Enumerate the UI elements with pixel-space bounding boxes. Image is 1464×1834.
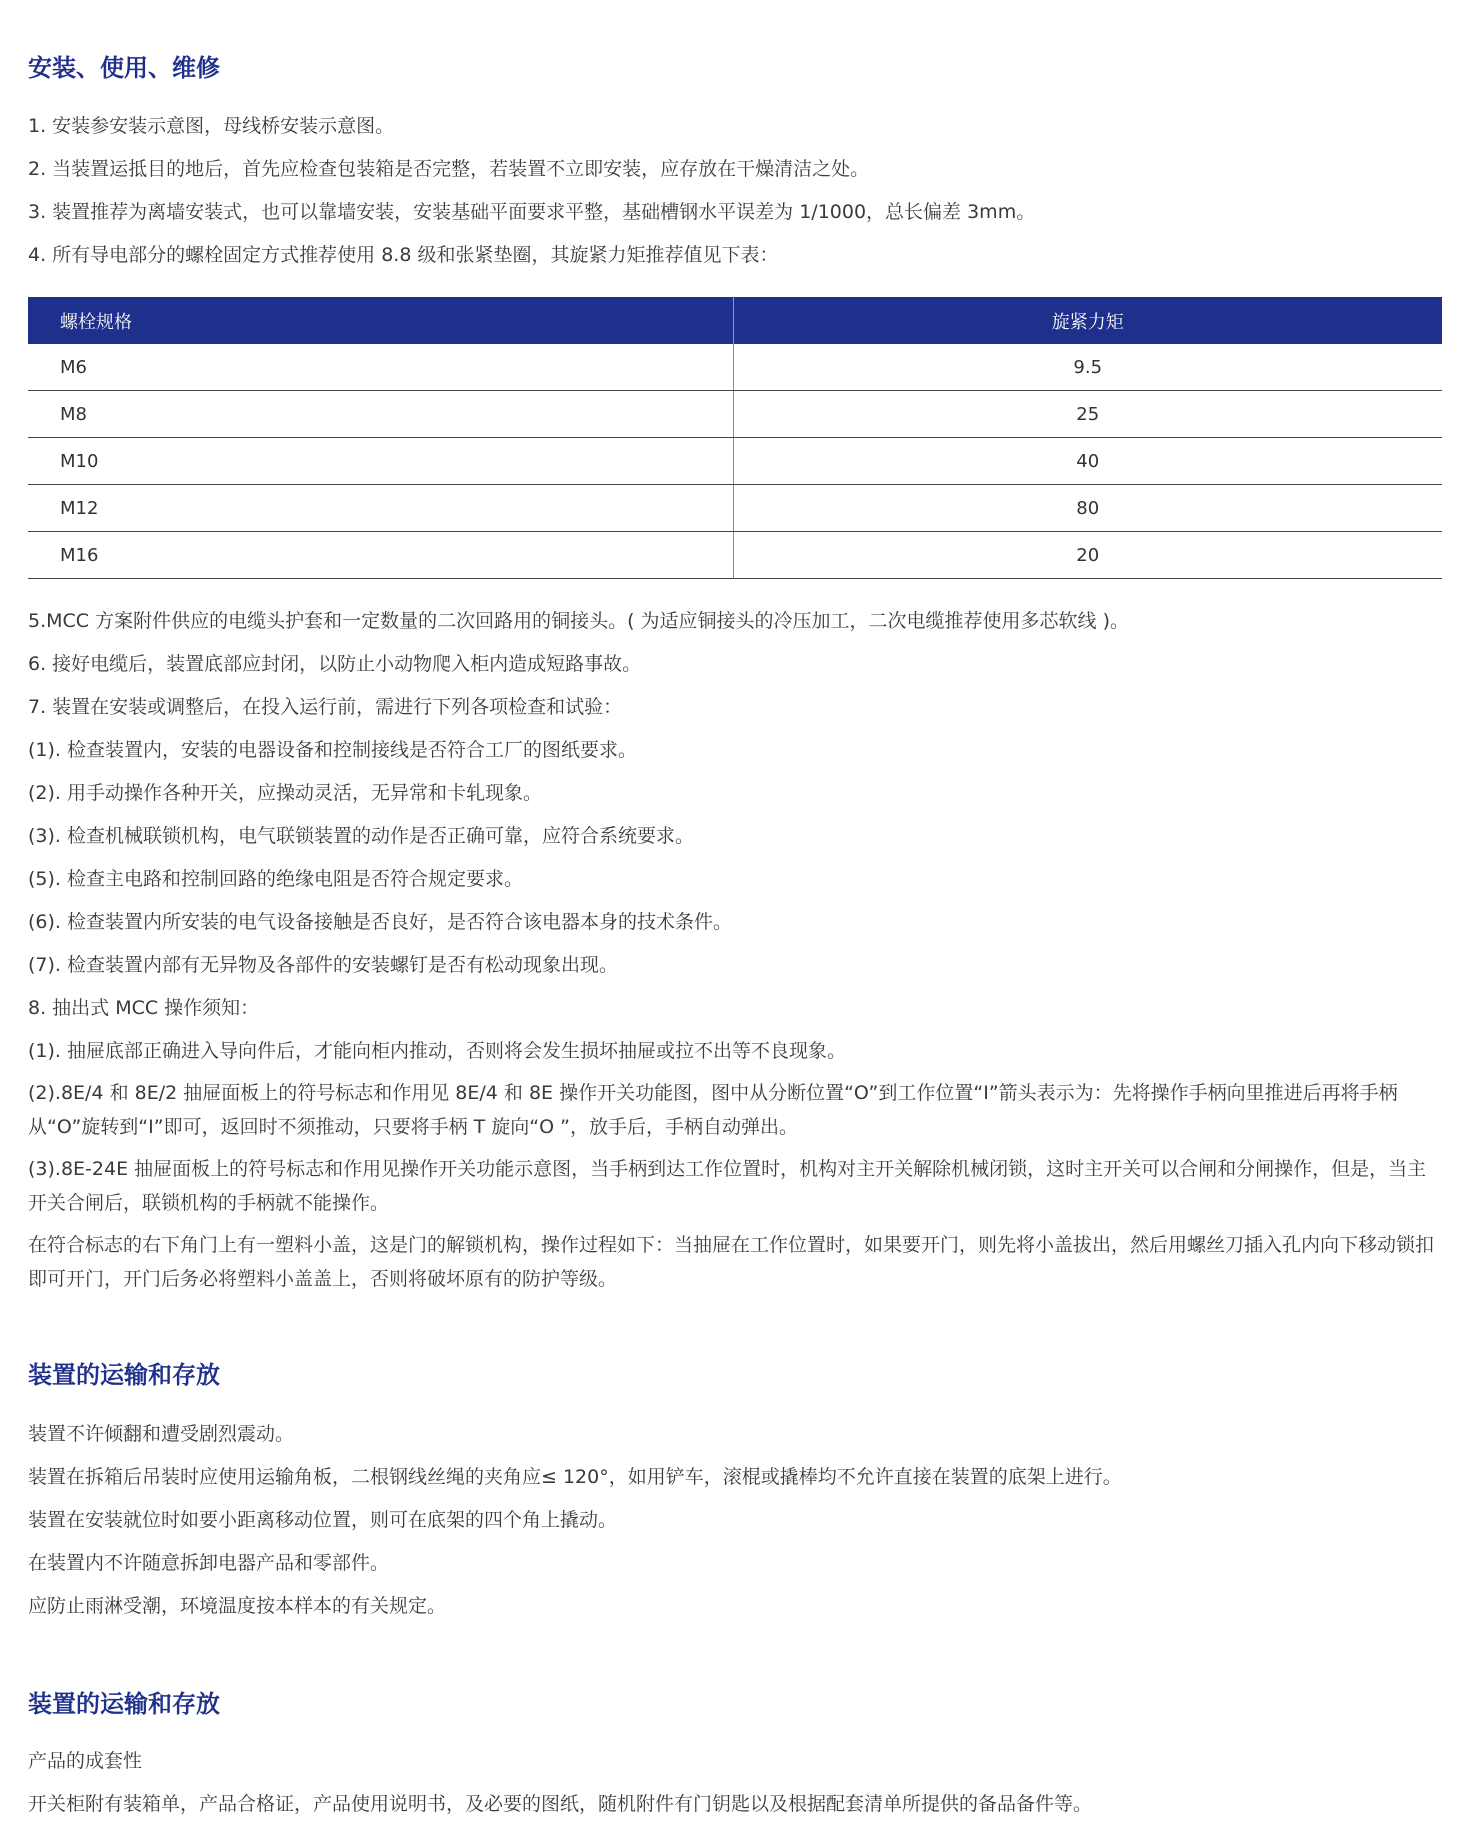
list-item: 应防止雨淋受潮，环境温度按本样本的有关规定。 <box>28 1595 447 1617</box>
bolt-spec-cell: M6 <box>28 344 733 391</box>
transport-storage-list <box>28 1420 1442 1635</box>
section-title-transport-storage: 装置的运输和存放 <box>28 1361 220 1389</box>
list-item: 5.MCC 方案附件供应的电缆头护套和一定数量的二次回路用的铜接头。( 为适应铜接头的冷压加工，二次电缆推荐使用多芯软线 )。 <box>28 610 1130 632</box>
bolt-spec-cell: M8 <box>28 391 733 438</box>
torque-cell: 20 <box>733 532 1442 579</box>
drawer-operation-notes <box>28 1076 1442 1304</box>
torque-cell: 25 <box>733 391 1442 438</box>
list-item: 在装置内不许随意拆卸电器产品和零部件。 <box>28 1552 390 1574</box>
list-item: 在符合标志的右下角门上有一塑料小盖，这是门的解锁机构，操作过程如下：当抽屉在工作位置时，如果要开门，则先将小盖拔出，然后用螺丝刀插入孔内向下移动锁扣即可开门，开门后务必将塑料小盖盖上，否则将破坏原有的防护等级。 <box>28 1234 1435 1290</box>
list-item: 3. 装置推荐为离墙安装式，也可以靠墙安装，安装基础平面要求平整，基础槽钢水平误差为 1/1000，总长偏差 3mm。 <box>28 201 1036 223</box>
list-item: (2). 用手动操作各种开关，应操动灵活，无异常和卡轧现象。 <box>28 782 542 804</box>
table-row <box>28 344 1442 391</box>
section-title-installation: 安装、使用、维修 <box>28 54 220 82</box>
installation-intro-list <box>28 112 1442 284</box>
table-header-row <box>28 297 1442 344</box>
list-item: 6. 接好电缆后，装置底部应封闭，以防止小动物爬入柜内造成短路事故。 <box>28 653 642 675</box>
table-row <box>28 438 1442 485</box>
torque-cell: 40 <box>733 438 1442 485</box>
column-header-torque: 旋紧力矩 <box>733 297 1442 344</box>
list-item: (1). 抽屉底部正确进入导向件后，才能向柜内推动，否则将会发生损坏抽屉或拉不出等不良现象。 <box>28 1040 846 1062</box>
table-row <box>28 532 1442 579</box>
list-item: (6). 检查装置内所安装的电气设备接触是否良好，是否符合该电器本身的技术条件。 <box>28 911 732 933</box>
list-item: 4. 所有导电部分的螺栓固定方式推荐使用 8.8 级和张紧垫圈，其旋紧力矩推荐值见下表： <box>28 244 779 266</box>
torque-table <box>28 297 1442 579</box>
bolt-spec-cell: M12 <box>28 485 733 532</box>
list-item: (3).8E-24E 抽屉面板上的符号标志和作用见操作开关功能示意图，当手柄到达工作位置时，机构对主开关解除机械闭锁，这时主开关可以合闸和分闸操作，但是，当主开关合闸后，联锁机构的手柄就不能操作。 <box>28 1158 1427 1214</box>
list-item: 装置在安装就位时如要小距离移动位置，则可在底架的四个角上撬动。 <box>28 1509 618 1531</box>
list-item: 装置不许倾翻和遭受剧烈震动。 <box>28 1423 295 1445</box>
table-row <box>28 485 1442 532</box>
bolt-spec-cell: M10 <box>28 438 733 485</box>
completeness-list <box>28 1747 1442 1833</box>
list-item: 开关柜附有装箱单，产品合格证，产品使用说明书，及必要的图纸，随机附件有门钥匙以及根据配套清单所提供的备品备件等。 <box>28 1793 1093 1815</box>
list-item: (5). 检查主电路和控制回路的绝缘电阻是否符合规定要求。 <box>28 868 523 890</box>
torque-cell: 9.5 <box>733 344 1442 391</box>
list-item: 1. 安装参安装示意图，母线桥安装示意图。 <box>28 115 395 137</box>
bolt-spec-cell: M16 <box>28 532 733 579</box>
list-item: 8. 抽出式 MCC 操作须知： <box>28 997 260 1019</box>
torque-cell: 80 <box>733 485 1442 532</box>
list-item: (2).8E/4 和 8E/2 抽屉面板上的符号标志和作用见 8E/4 和 8E 操作开关功能图，图中从分断位置“O”到工作位置“I”箭头表示为：先将操作手柄向里推进后再将手柄从“O”旋转到“I”即可，返回时不须推动，只要将手柄 T 旋向“O ”，放手后，手柄自动弹出。 <box>28 1082 1398 1138</box>
list-item: 产品的成套性 <box>28 1750 143 1772</box>
list-item: 7. 装置在安装或调整后，在投入运行前，需进行下列各项检查和试验： <box>28 696 623 718</box>
list-item: 装置在拆箱后吊装时应使用运输角板，二根钢线丝绳的夹角应≤ 120°，如用铲车，滚棍或撬棒均不允许直接在装置的底架上进行。 <box>28 1466 1122 1488</box>
list-item: (7). 检查装置内部有无异物及各部件的安装螺钉是否有松动现象出现。 <box>28 954 618 976</box>
table-row <box>28 391 1442 438</box>
list-item: (3). 检查机械联锁机构，电气联锁装置的动作是否正确可靠，应符合系统要求。 <box>28 825 694 847</box>
list-item: 2. 当装置运抵目的地后，首先应检查包装箱是否完整，若装置不立即安装，应存放在干燥清洁之处。 <box>28 158 870 180</box>
column-header-bolt-spec: 螺栓规格 <box>28 297 733 344</box>
installation-steps-list <box>28 607 1442 1080</box>
section-title-completeness: 装置的运输和存放 <box>28 1690 220 1718</box>
list-item: (1). 检查装置内，安装的电器设备和控制接线是否符合工厂的图纸要求。 <box>28 739 637 761</box>
